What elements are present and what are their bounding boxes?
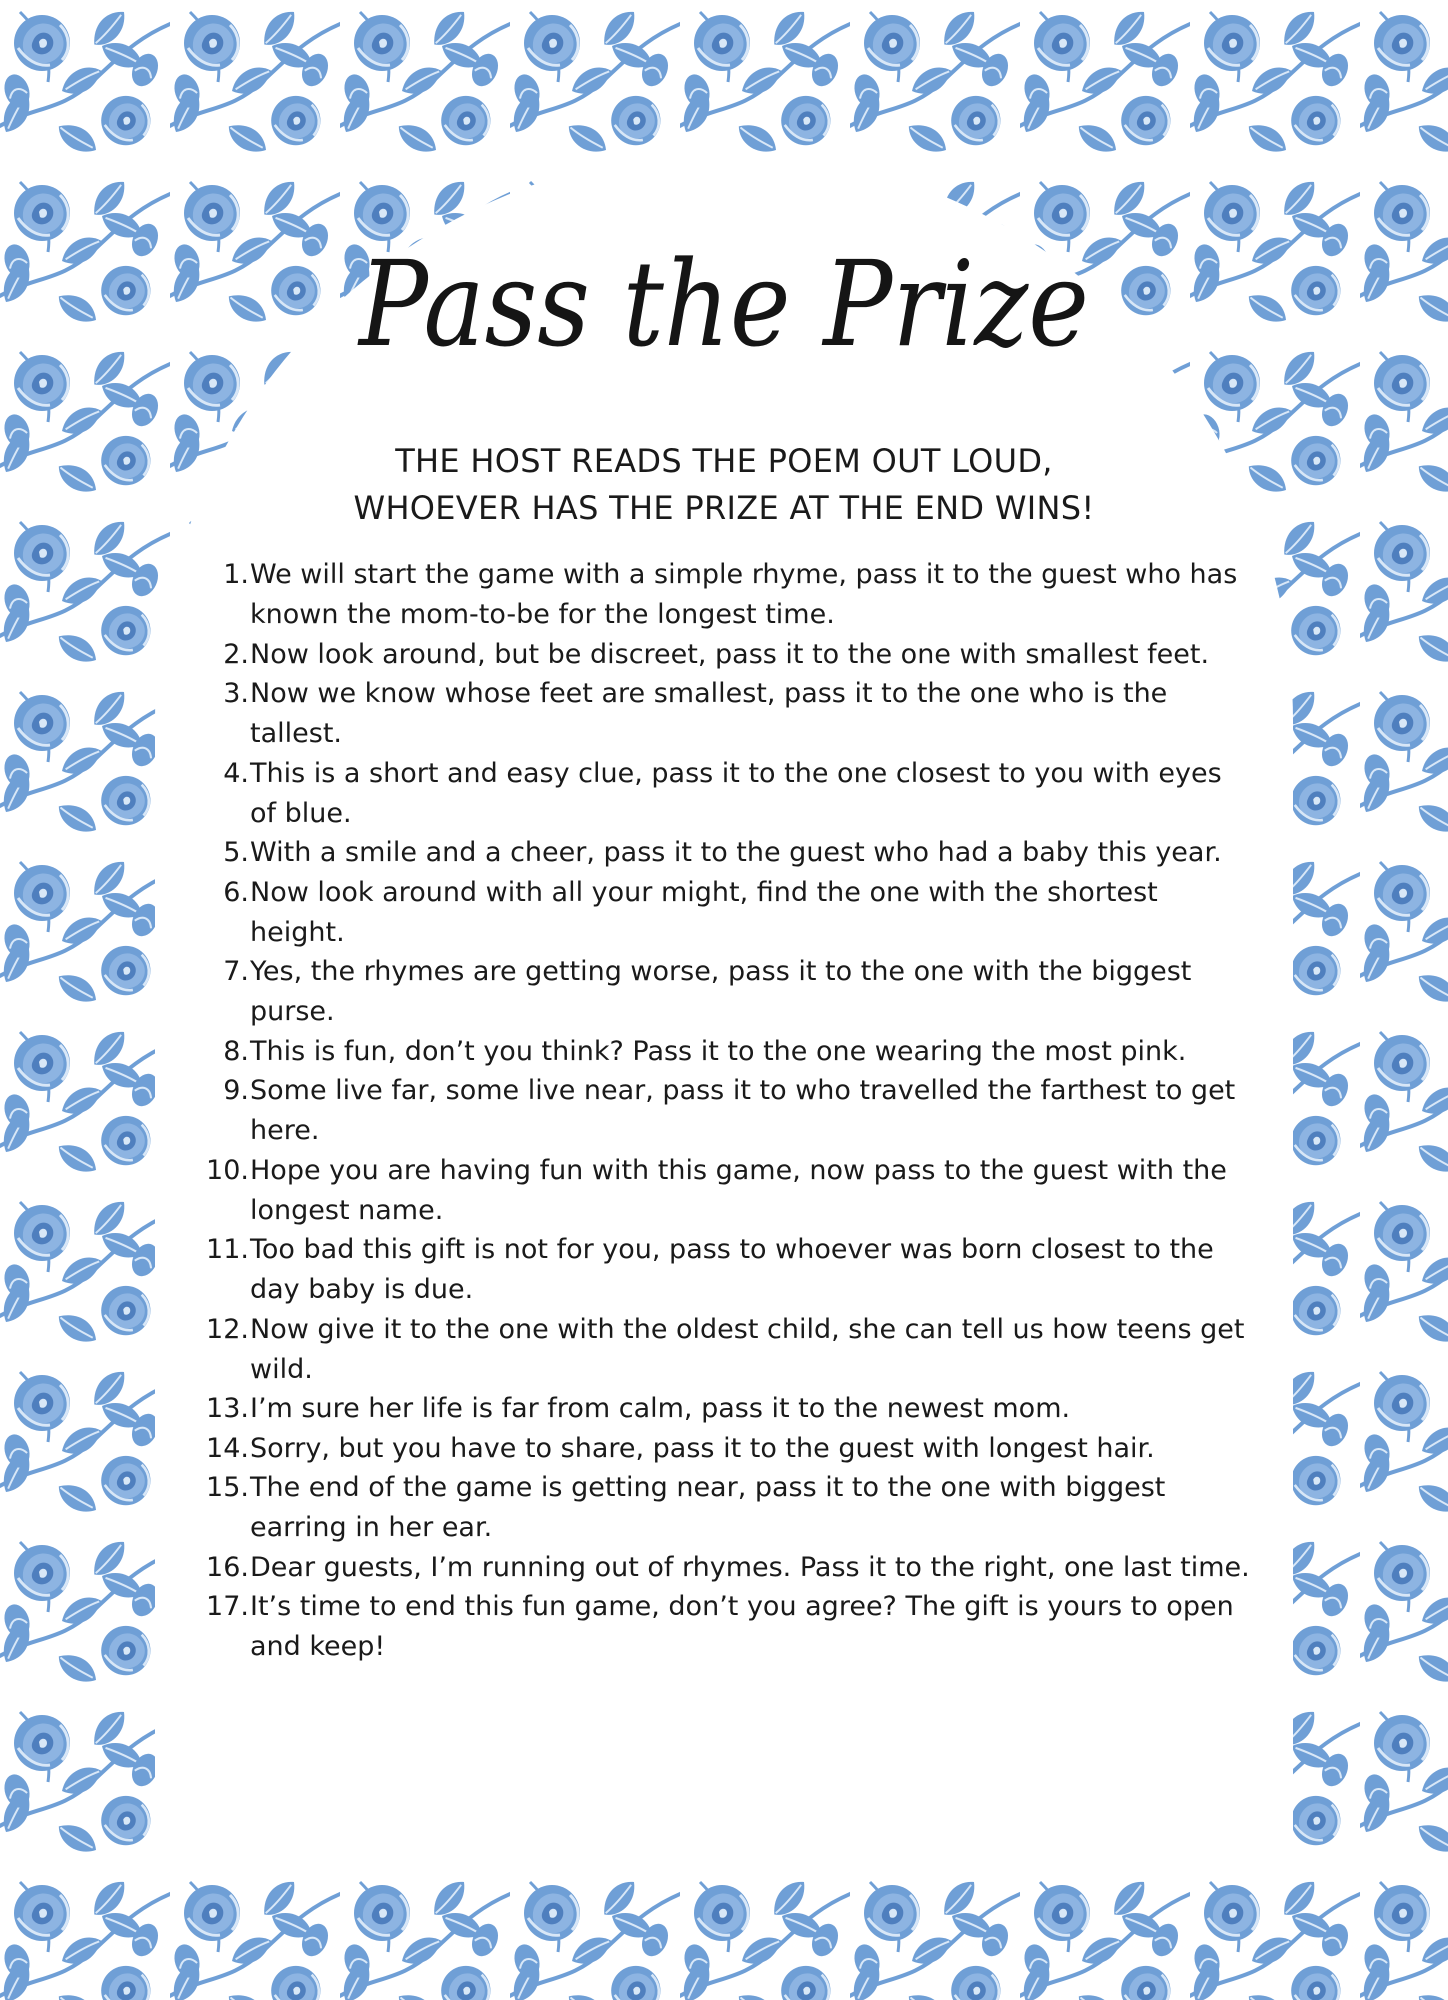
rhyme-item-8 [195, 1032, 1260, 1072]
rhyme-item-9 [195, 1071, 1260, 1151]
rhyme-text: Some live far, some live near, pass it to who travelled the farthest to get here. [250, 1075, 1236, 1146]
rhyme-list [195, 555, 1260, 1667]
rhyme-item-1 [195, 555, 1260, 635]
rhyme-text: Sorry, but you have to share, pass it to the guest with longest hair. [250, 1432, 1155, 1464]
rhyme-number: 9. [223, 1075, 249, 1106]
rhyme-item-10 [195, 1151, 1260, 1231]
rhyme-number: 8. [223, 1035, 249, 1067]
rhyme-number: 12. [206, 1313, 249, 1345]
rhyme-number: 11. [206, 1234, 249, 1265]
rhyme-item-13 [195, 1389, 1260, 1429]
rhyme-number: 17. [206, 1591, 249, 1622]
rhyme-text: Now look around with all your might, find the one with the shortest height. [250, 876, 1158, 948]
rhyme-text: Too bad this gift is not for you, pass to whoever was born closest to the day baby is due. [250, 1234, 1214, 1305]
rhyme-item-6 [195, 873, 1260, 953]
page-title [330, 200, 1118, 440]
rhyme-text: With a smile and a cheer, pass it to the guest who had a baby this year. [250, 837, 1222, 868]
rhyme-text: This is a short and easy clue, pass it to the one closest to you with eyes of blue. [250, 757, 1222, 829]
rhyme-text: Now give it to the one with the oldest child, she can tell us how teens get wild. [250, 1313, 1245, 1385]
rhyme-number: 6. [223, 876, 249, 908]
title-text: Pass the Prize [357, 235, 1089, 373]
rhyme-number: 15. [206, 1472, 249, 1503]
rhyme-number: 1. [223, 559, 249, 590]
rhyme-text: We will start the game with a simple rhyme, pass it to the guest who has known the mom-to-be for the longest time. [250, 559, 1238, 630]
subtitle-line-1: THE HOST READS THE POEM OUT LOUD, [395, 442, 1053, 480]
rhyme-number: 16. [206, 1551, 249, 1583]
rhyme-number: 3. [223, 678, 249, 709]
rhyme-number: 7. [223, 956, 249, 987]
rhyme-number: 14. [206, 1432, 249, 1464]
rhyme-text: I’m sure her life is far from calm, pass it to the newest mom. [250, 1393, 1071, 1424]
rhyme-text: Dear guests, I’m running out of rhymes. Pass it to the right, one last time. [250, 1551, 1250, 1583]
rhyme-item-14 [195, 1429, 1260, 1469]
instructions-subtitle [230, 438, 1218, 532]
rhyme-text: Yes, the rhymes are getting worse, pass it to the one with the biggest purse. [250, 956, 1192, 1027]
rhyme-item-12 [195, 1310, 1260, 1390]
rhyme-item-11 [195, 1230, 1260, 1310]
rhyme-text: Hope you are having fun with this game, now pass to the guest with the longest name. [250, 1154, 1227, 1226]
rhyme-number: 4. [223, 757, 249, 789]
rhyme-number: 5. [223, 837, 249, 868]
rhyme-item-3 [195, 674, 1260, 754]
rhyme-text: Now we know whose feet are smallest, pass it to the one who is the tallest. [250, 678, 1168, 749]
rhyme-number: 2. [223, 638, 249, 670]
rhyme-text: The end of the game is getting near, pass it to the one with biggest earring in her ear. [250, 1472, 1166, 1543]
rhyme-item-7 [195, 952, 1260, 1032]
rhyme-item-5 [195, 833, 1260, 873]
rhyme-number: 13. [206, 1393, 249, 1424]
rhyme-item-16 [195, 1548, 1260, 1588]
rhyme-item-17 [195, 1587, 1260, 1667]
rhyme-text: This is fun, don’t you think? Pass it to the one wearing the most pink. [250, 1035, 1187, 1067]
subtitle-line-2: WHOEVER HAS THE PRIZE AT THE END WINS! [353, 489, 1095, 527]
rhyme-text: Now look around, but be discreet, pass it to the one with smallest feet. [250, 638, 1210, 670]
rhyme-number: 10. [206, 1154, 249, 1186]
rhyme-item-4 [195, 754, 1260, 834]
rhyme-item-2 [195, 635, 1260, 675]
rhyme-text: It’s time to end this fun game, don’t you agree? The gift is yours to open and keep! [250, 1591, 1234, 1662]
rhyme-item-15 [195, 1468, 1260, 1548]
